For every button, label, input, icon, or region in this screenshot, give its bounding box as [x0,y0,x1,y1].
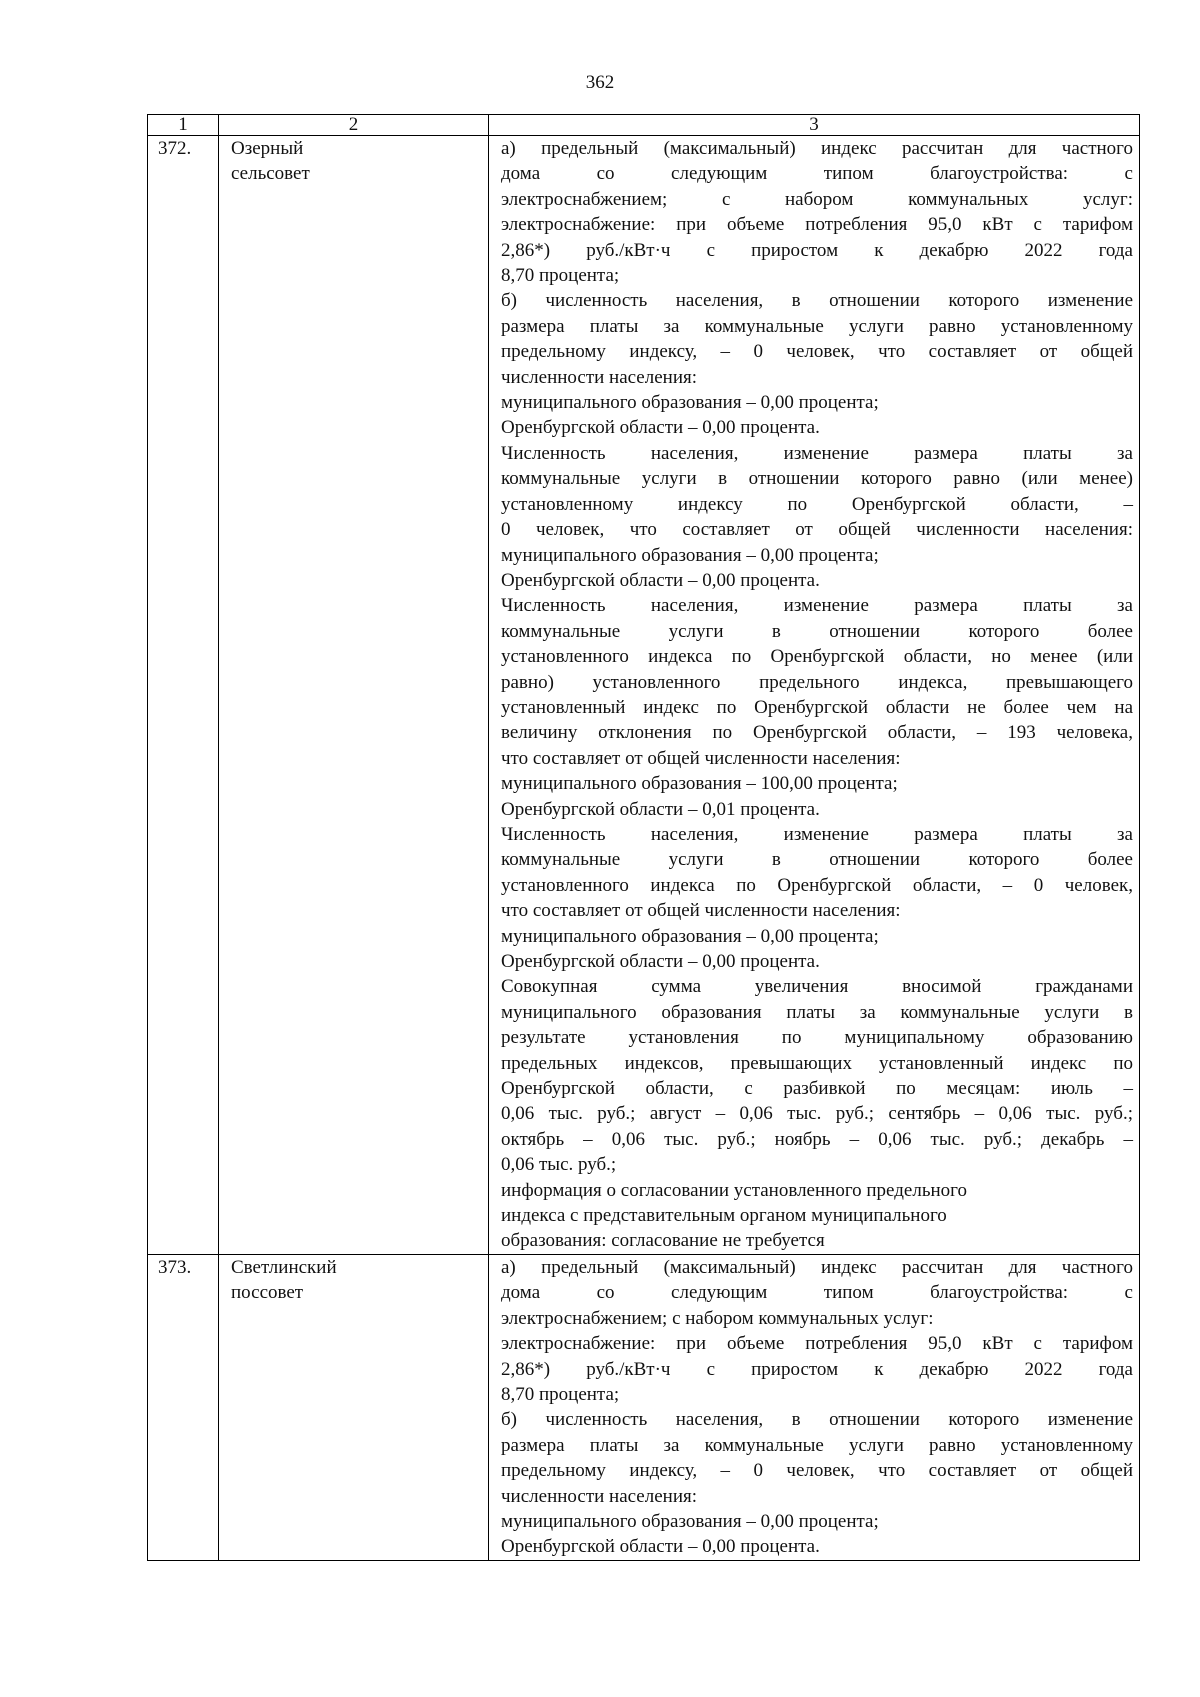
description-line: 2,86*) руб./кВт·ч с приростом к декабрю 2022 года [501,239,1133,261]
header-col-2: 2 [219,115,489,136]
row-number: 372. [148,136,219,1255]
description-line: образования: согласование не требуется [501,1230,825,1252]
description-line: результате установления по муниципальному образованию [501,1027,1133,1049]
description-line: а) предельный (максимальный) индекс рассчитан для частного [501,1256,1133,1278]
description-line: муниципального образования – 0,00 процента; [501,1510,879,1532]
description-line: 2,86*) руб./кВт·ч с приростом к декабрю 2022 года [501,1358,1133,1380]
description-line: коммунальные услуги в отношении которого более [501,620,1133,642]
description-line: что составляет от общей численности населения: [501,900,901,922]
description-line: индекса с представительным органом муниципального [501,1205,947,1227]
description-line: муниципального образования – 100,00 процента; [501,773,898,795]
description-line: дома со следующим типом благоустройства: с [501,1282,1133,1304]
description-line: Численность населения, изменение размера платы за [501,595,1133,617]
description-line: Оренбургской области – 0,00 процента. [501,951,820,972]
description-line: Оренбургской области – 0,01 процента. [501,798,820,820]
description-line: Совокупная сумма увеличения вносимой гражданами [501,976,1133,998]
description-line: что составляет от общей численности населения: [501,747,901,769]
description-line: размера платы за коммунальные услуги равно установленному [501,1434,1133,1456]
table-row [148,1254,1140,1560]
description-line: предельному индексу, – 0 человек, что составляет от общей [501,1460,1133,1482]
description-line: 0,06 тыс. руб.; август – 0,06 тыс. руб.; сентябрь – 0,06 тыс. руб.; [501,1103,1133,1125]
municipality-name-line: поссовет [231,1282,304,1304]
description-line: установленный индекс по Оренбургской области не более чем на [501,696,1133,718]
description-line: установленному индексу по Оренбургской области, – [501,493,1133,515]
description-line: установленного индекса по Оренбургской области, – 0 человек, [501,874,1133,896]
description-line: Оренбургской области – 0,00 процента. [501,1536,820,1558]
description-line: б) численность населения, в отношении которого изменение [501,1409,1133,1431]
table-row [148,136,1140,1255]
description-line: численности населения: [501,1485,698,1507]
description-line: численности населения: [501,366,698,388]
description-line: электроснабжением; с набором коммунальных услуг: [501,1307,934,1329]
row-number: 373. [148,1254,219,1560]
description-line: коммунальные услуги в отношении которого более [501,849,1133,871]
description-line: электроснабжение: при объеме потребления 95,0 кВт с тарифом [501,1333,1133,1355]
description-line: Численность населения, изменение размера платы за [501,823,1133,845]
municipality-name [219,136,489,1255]
description-line: размера платы за коммунальные услуги равно установленному [501,315,1133,337]
description-line: муниципального образования – 0,00 процента; [501,392,879,414]
description-line: муниципального образования платы за коммунальные услуги в [501,1001,1133,1023]
description-line: Численность населения, изменение размера платы за [501,442,1133,464]
description-line: а) предельный (максимальный) индекс рассчитан для частного [501,138,1133,159]
description-line: Оренбургской области – 0,00 процента. [501,569,820,591]
table-header-row [148,115,1140,136]
description-line: Оренбургской области, с разбивкой по месяцам: июль – [501,1078,1133,1100]
description-line: Оренбургской области – 0,00 процента. [501,417,820,439]
description-line: предельных индексов, превышающих установленный индекс по [501,1052,1133,1074]
description-line: дома со следующим типом благоустройства: с [501,163,1133,185]
description-line: октябрь – 0,06 тыс. руб.; ноябрь – 0,06 тыс. руб.; декабрь – [501,1128,1133,1150]
description-line: 8,70 процента; [501,265,620,287]
municipality-name [219,1254,489,1560]
municipality-name-line: Озерный [231,138,304,159]
description-line: электроснабжением; с набором коммунальных услуг: [501,188,1133,210]
description-line: равно) установленного предельного индекса, превышающего [501,671,1133,693]
description-line: 0 человек, что составляет от общей численности населения: [501,519,1133,541]
description-cell [489,136,1140,1255]
header-col-1: 1 [148,115,219,136]
municipality-name-line: сельсовет [231,163,310,185]
description-line: муниципального образования – 0,00 процента; [501,544,879,566]
description-line: муниципального образования – 0,00 процента; [501,925,879,947]
description-line: 8,70 процента; [501,1383,620,1405]
description-line: величину отклонения по Оренбургской области, – 193 человека, [501,722,1133,744]
index-table [147,114,1140,1561]
description-line: электроснабжение: при объеме потребления 95,0 кВт с тарифом [501,214,1133,236]
description-line: б) численность населения, в отношении которого изменение [501,290,1133,312]
page-number: 362 [585,72,615,93]
description-line: коммунальные услуги в отношении которого равно (или менее) [501,468,1133,490]
description-line: установленного индекса по Оренбургской области, но менее (или [501,646,1133,668]
description-line: 0,06 тыс. руб.; [501,1154,617,1176]
description-line: информация о согласовании установленного предельного [501,1179,967,1201]
municipality-name-line: Светлинский [231,1256,337,1278]
description-cell [489,1254,1140,1560]
header-col-3: 3 [489,115,1140,136]
description-line: предельному индексу, – 0 человек, что составляет от общей [501,341,1133,363]
